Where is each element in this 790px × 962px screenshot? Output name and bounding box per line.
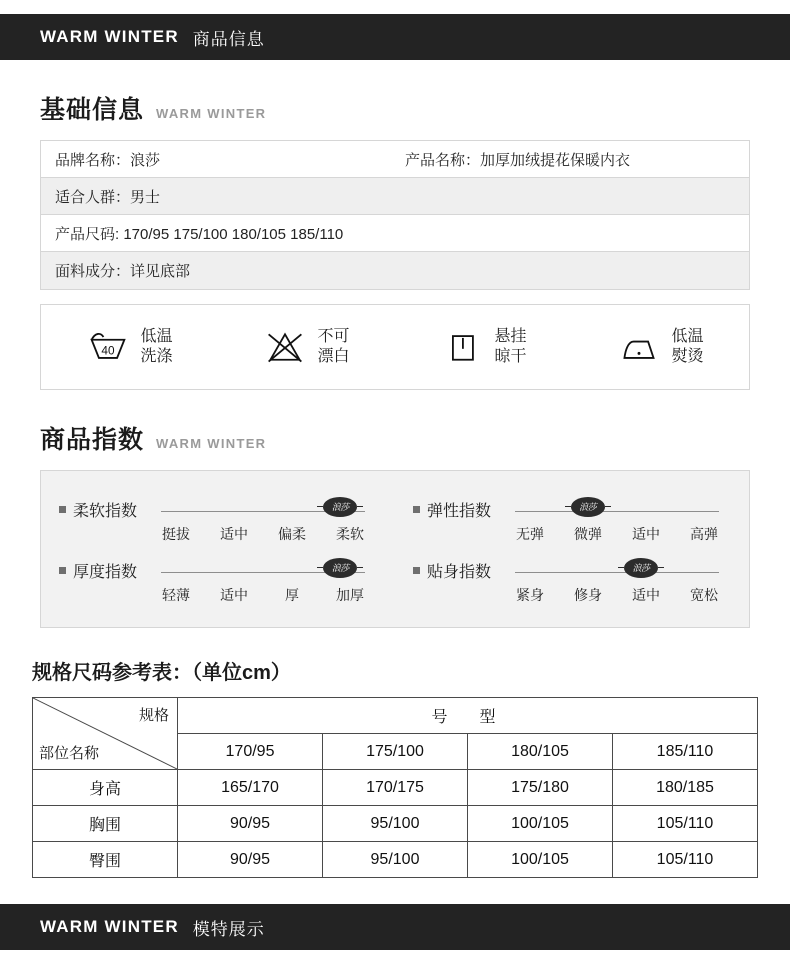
tick: 紧身 <box>516 587 545 603</box>
scale-ticks <box>501 585 733 605</box>
corner-label-spec: 规格 <box>138 707 169 724</box>
product-index-heading-en: WARM WINTER <box>156 436 267 451</box>
size-chart-group-header: 号 型 <box>178 698 758 734</box>
scale-marker: 浪莎 <box>624 558 658 578</box>
table-cell: 90/95 <box>178 806 323 842</box>
care-bleach-line2: 漂白 <box>317 348 350 365</box>
table-cell: 175/180 <box>468 770 613 806</box>
care-dry-line1: 悬挂 <box>494 328 527 345</box>
tick: 宽松 <box>690 587 719 603</box>
info-cell-product-name: 产品名称：加厚加绒提花保暖内衣 <box>405 151 631 169</box>
index-name-elasticity: 弹性指数 <box>427 503 492 520</box>
info-row <box>41 252 749 289</box>
info-cell-sizes: 产品尺码: 170/95 175/100 180/105 185/110 <box>55 225 344 243</box>
row-label-height: 身高 <box>33 770 178 806</box>
low-iron-icon <box>617 327 661 367</box>
tick: 无弹 <box>516 526 545 542</box>
care-iron-line2: 熨烫 <box>671 348 704 365</box>
care-label-wash <box>140 327 172 367</box>
scale-ticks <box>147 585 379 605</box>
bullet-icon <box>413 567 420 574</box>
bottom-banner-cn: 模特展示 <box>192 919 265 939</box>
size-chart-column-header: 175/100 <box>323 734 468 770</box>
corner-label-part: 部位名称 <box>39 745 100 762</box>
table-row <box>33 842 758 878</box>
table-row <box>33 770 758 806</box>
tick: 微弹 <box>574 526 603 542</box>
tick: 柔软 <box>336 526 365 542</box>
scale-line <box>515 572 719 573</box>
basic-info-table <box>40 140 750 290</box>
tick: 适中 <box>220 587 249 603</box>
scale-marker: 浪莎 <box>323 497 357 517</box>
size-chart-table <box>32 697 758 878</box>
tick: 轻薄 <box>162 587 191 603</box>
tick: 适中 <box>632 526 661 542</box>
table-cell: 165/170 <box>178 770 323 806</box>
scale-ticks <box>147 524 379 544</box>
tick: 适中 <box>632 587 661 603</box>
index-scale-thickness <box>147 558 379 605</box>
top-banner-cn: 商品信息 <box>192 29 265 49</box>
bottom-banner <box>0 904 790 950</box>
care-label-iron <box>671 327 703 367</box>
size-chart-column-header: 180/105 <box>468 734 613 770</box>
table-cell: 90/95 <box>178 842 323 878</box>
index-item-softness <box>41 487 395 548</box>
table-cell: 105/110 <box>613 806 758 842</box>
tick: 偏柔 <box>278 526 307 542</box>
info-cell-audience: 适合人群：男士 <box>55 188 161 206</box>
table-row <box>33 698 758 734</box>
care-item-dry <box>440 327 526 367</box>
size-chart-corner-cell <box>33 698 178 770</box>
wash-tub-40-icon <box>86 327 130 367</box>
index-scale-softness <box>147 497 379 544</box>
scale-marker: 浪莎 <box>571 497 605 517</box>
bullet-icon <box>59 506 66 513</box>
info-row <box>41 215 749 252</box>
tick: 高弹 <box>690 526 719 542</box>
info-cell-fabric: 面料成分：详见底部 <box>55 263 191 280</box>
care-item-iron <box>617 327 703 367</box>
info-cell-brand: 品牌名称：浪莎 <box>55 151 161 169</box>
bottom-banner-en: WARM WINTER <box>40 917 179 936</box>
row-label-bust: 胸围 <box>33 806 178 842</box>
table-cell: 95/100 <box>323 842 468 878</box>
index-name-softness: 柔软指数 <box>73 503 138 520</box>
top-banner-en: WARM WINTER <box>40 27 179 46</box>
basic-info-heading-en: WARM WINTER <box>156 106 267 121</box>
size-chart-column-header: 170/95 <box>178 734 323 770</box>
table-cell: 180/185 <box>613 770 758 806</box>
index-name-thickness: 厚度指数 <box>73 564 138 581</box>
index-item-fit <box>395 548 749 609</box>
tick: 加厚 <box>336 587 365 603</box>
care-dry-line2: 晾干 <box>494 348 527 365</box>
care-instructions-box <box>40 304 750 390</box>
table-row <box>33 806 758 842</box>
no-bleach-icon <box>263 327 307 367</box>
basic-info-heading <box>40 90 790 126</box>
product-index-heading <box>40 420 790 456</box>
care-label-bleach <box>317 327 349 367</box>
top-banner <box>0 14 790 60</box>
svg-text:40: 40 <box>101 343 116 358</box>
table-cell: 105/110 <box>613 842 758 878</box>
info-row <box>41 178 749 215</box>
size-chart-column-header: 185/110 <box>613 734 758 770</box>
table-cell: 100/105 <box>468 806 613 842</box>
info-row <box>41 141 749 178</box>
size-chart-title: 规格尺码参考表：（单位cm） <box>32 662 291 684</box>
care-label-dry <box>494 327 526 367</box>
index-item-thickness <box>41 548 395 609</box>
tick: 修身 <box>574 587 603 603</box>
table-cell: 100/105 <box>468 842 613 878</box>
care-item-wash <box>86 327 172 367</box>
bullet-icon <box>59 567 66 574</box>
table-cell: 95/100 <box>323 806 468 842</box>
scale-marker: 浪莎 <box>323 558 357 578</box>
index-scale-fit <box>501 558 733 605</box>
care-item-bleach <box>263 327 349 367</box>
product-index-box <box>40 470 750 628</box>
care-iron-line1: 低温 <box>671 328 704 345</box>
tick: 挺拔 <box>162 526 191 542</box>
tick: 适中 <box>220 526 249 542</box>
index-scale-elasticity <box>501 497 733 544</box>
row-label-hip: 臀围 <box>33 842 178 878</box>
tick: 厚 <box>285 587 300 603</box>
scale-line <box>515 511 719 512</box>
bullet-icon <box>413 506 420 513</box>
index-item-elasticity <box>395 487 749 548</box>
index-name-fit: 贴身指数 <box>427 564 492 581</box>
scale-ticks <box>501 524 733 544</box>
care-wash-line1: 低温 <box>140 328 173 345</box>
hang-dry-icon <box>440 327 484 367</box>
care-wash-line2: 洗涤 <box>140 348 173 365</box>
table-cell: 170/175 <box>323 770 468 806</box>
basic-info-heading-cn: 基础信息 <box>40 96 145 124</box>
product-index-heading-cn: 商品指数 <box>40 426 145 454</box>
care-bleach-line1: 不可 <box>317 328 350 345</box>
